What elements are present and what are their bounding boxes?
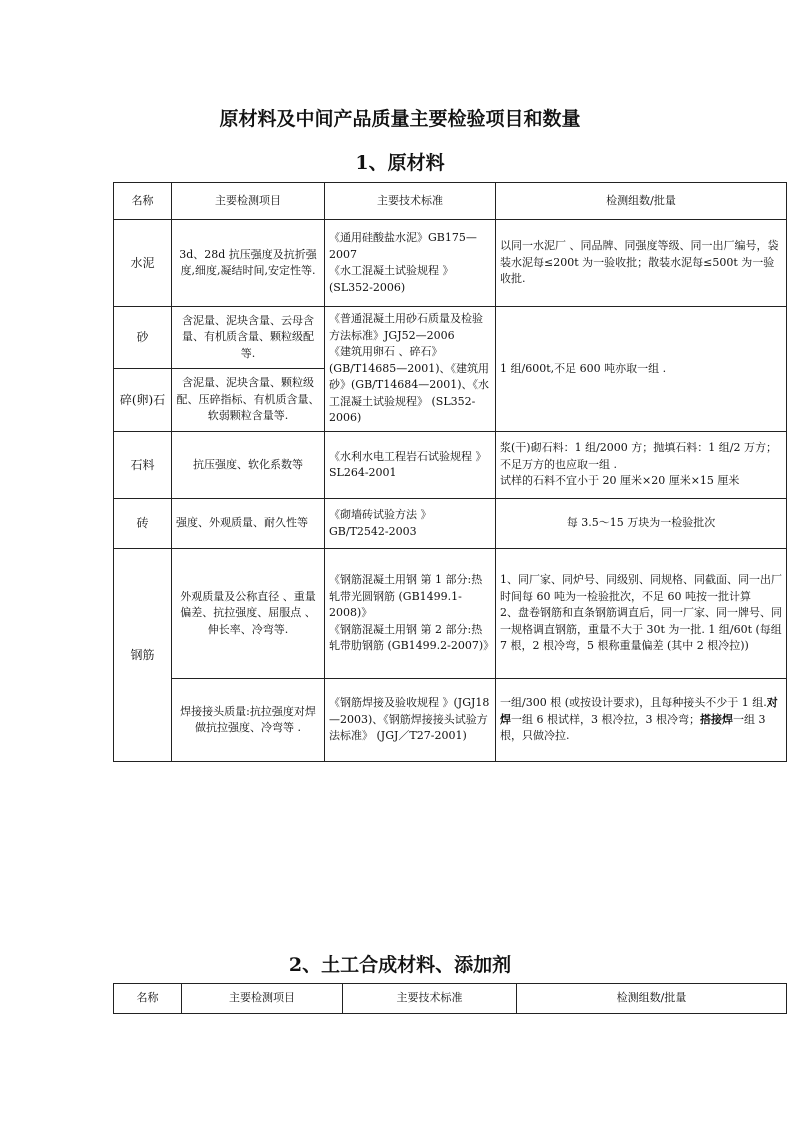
cell-name: 水泥 [114, 220, 172, 307]
cell-count: 1 组/600t,不足 600 吨亦取一组 . [496, 307, 787, 432]
cell-name: 碎(卵)石 [114, 369, 172, 432]
count-bold: 搭接焊 [699, 712, 733, 726]
table-row-cement [114, 220, 787, 307]
standard-line: 《钢筋混凝土用钢 第 2 部分:热轧带肋钢筋 (GB1499.2-2007)》 [329, 622, 495, 653]
count-bold: 对焊 [500, 696, 778, 726]
cell-standards: 《水利水电工程岩石试验规程 》SL264-2001 [325, 432, 496, 499]
cell-items: 含泥量、泥块含量、云母含量、有机质含量、颗粒级配等. [172, 307, 325, 369]
header-standards: 主要技术标准 [343, 984, 517, 1014]
table-row-rebar [114, 549, 787, 679]
table-row-stone [114, 432, 787, 499]
table-row-weld [114, 679, 787, 762]
raw-materials-table [113, 182, 787, 762]
header-count: 检测组数/批量 [496, 183, 787, 220]
count-line: 试样的石料不宜小于 20 厘米×20 厘米×15 厘米 [500, 474, 740, 488]
cell-count [496, 679, 787, 762]
count-text: 一组 6 根试样，3 根冷拉，3 根冷弯； [511, 712, 700, 726]
cell-name: 砂 [114, 307, 172, 369]
cell-standards [325, 307, 496, 432]
cell-count: 以同一水泥厂 、同品牌、同强度等级、同一出厂编号，袋装水泥每≤200t 为一验收批；散装水泥每≤500t 为一验收批. [496, 220, 787, 307]
standard-line: 《普通混凝土用砂石质量及检验方法标准》JGJ52—2006 [329, 312, 483, 342]
cell-items: 含泥量、泥块含量、颗粒级配、压碎指标、有机质含量、软弱颗粒含量等. [172, 369, 325, 432]
cell-name: 钢筋 [114, 549, 172, 762]
header-count: 检测组数/批量 [517, 984, 787, 1014]
header-standards: 主要技术标准 [325, 183, 496, 220]
count-line: 2、盘卷钢筋和直条钢筋调直后，同一厂家、同一牌号、同一规格调直钢筋，重量不大于 30t 为一批. 1 组/60t (每组 7 根，2 根冷弯，5 根称重量偏差 (其中 2 根冷拉)) [500, 606, 782, 653]
cell-count [496, 549, 787, 679]
standard-line: 《通用硅酸盐水泥》GB175—2007 [329, 231, 477, 261]
geosynthetics-table [113, 983, 787, 1014]
cell-items: 强度、外观质量、耐久性等 [172, 499, 325, 549]
standard-line: 《建筑用卵石 、碎石》(GB/T14685—2001)、《建筑用砂》(GB/T14684—2001)、《水工混凝土试验规程》 (SL352-2006) [329, 345, 489, 425]
standard-line: 《水工混凝土试验规程 》(SL352-2006) [329, 264, 454, 294]
cell-name: 砖 [114, 499, 172, 549]
count-line: 1、同厂家、同炉号、同级别、同规格、同截面、同一出厂时间每 60 吨为一检验批次，不足 60 吨按一批计算 [500, 573, 782, 603]
cell-standards: 《钢筋焊接及验收规程 》(JGJ18—2003)、《钢筋焊接接头试验方法标准》 (JGJ／T27-2001) [325, 679, 496, 762]
cell-standards [325, 549, 496, 679]
cell-items: 外观质量及公称直径 、重量偏差、抗拉强度、屈服点 、伸长率、冷弯等. [172, 549, 325, 679]
standard-line: 《钢筋混凝土用钢 第 1 部分:热轧带光圆钢筋 (GB1499.1-2008)》 [329, 573, 483, 620]
header-items: 主要检测项目 [172, 183, 325, 220]
header-name: 名称 [114, 984, 182, 1014]
page-title: 原材料及中间产品质量主要检验项目和数量 [219, 108, 581, 130]
cell-count [496, 432, 787, 499]
section-1-title: 1、原材料 [355, 152, 445, 174]
cell-count: 每 3.5～15 万块为一检验批次 [496, 499, 787, 549]
cell-standards [325, 220, 496, 307]
count-text: 一组 3 根，只做冷拉. [500, 712, 766, 743]
header-name: 名称 [114, 183, 172, 220]
table-header-row [114, 183, 787, 220]
cell-items: 焊接接头质量:抗拉强度对焊做抗拉强度、冷弯等 . [172, 679, 325, 762]
section-2-title: 2、土工合成材料、添加剂 [288, 954, 512, 976]
cell-standards: 《砌墙砖试验方法 》GB/T2542-2003 [325, 499, 496, 549]
cell-items: 3d、28d 抗压强度及抗折强度,细度,凝结时间,安定性等. [172, 220, 325, 307]
table-row-sand [114, 307, 787, 369]
count-line: 浆(干)砌石料：1 组/2000 方；抛填石料：1 组/2 万方；不足万方的也应取一组 . [500, 441, 777, 471]
header-items: 主要检测项目 [182, 984, 343, 1014]
table-row-brick [114, 499, 787, 549]
count-text: 一组/300 根 (或按设计要求)，且每种接头不少于 1 组. [500, 696, 767, 710]
cell-name: 石料 [114, 432, 172, 499]
cell-items: 抗压强度、软化系数等 [172, 432, 325, 499]
table-header-row [114, 984, 787, 1014]
